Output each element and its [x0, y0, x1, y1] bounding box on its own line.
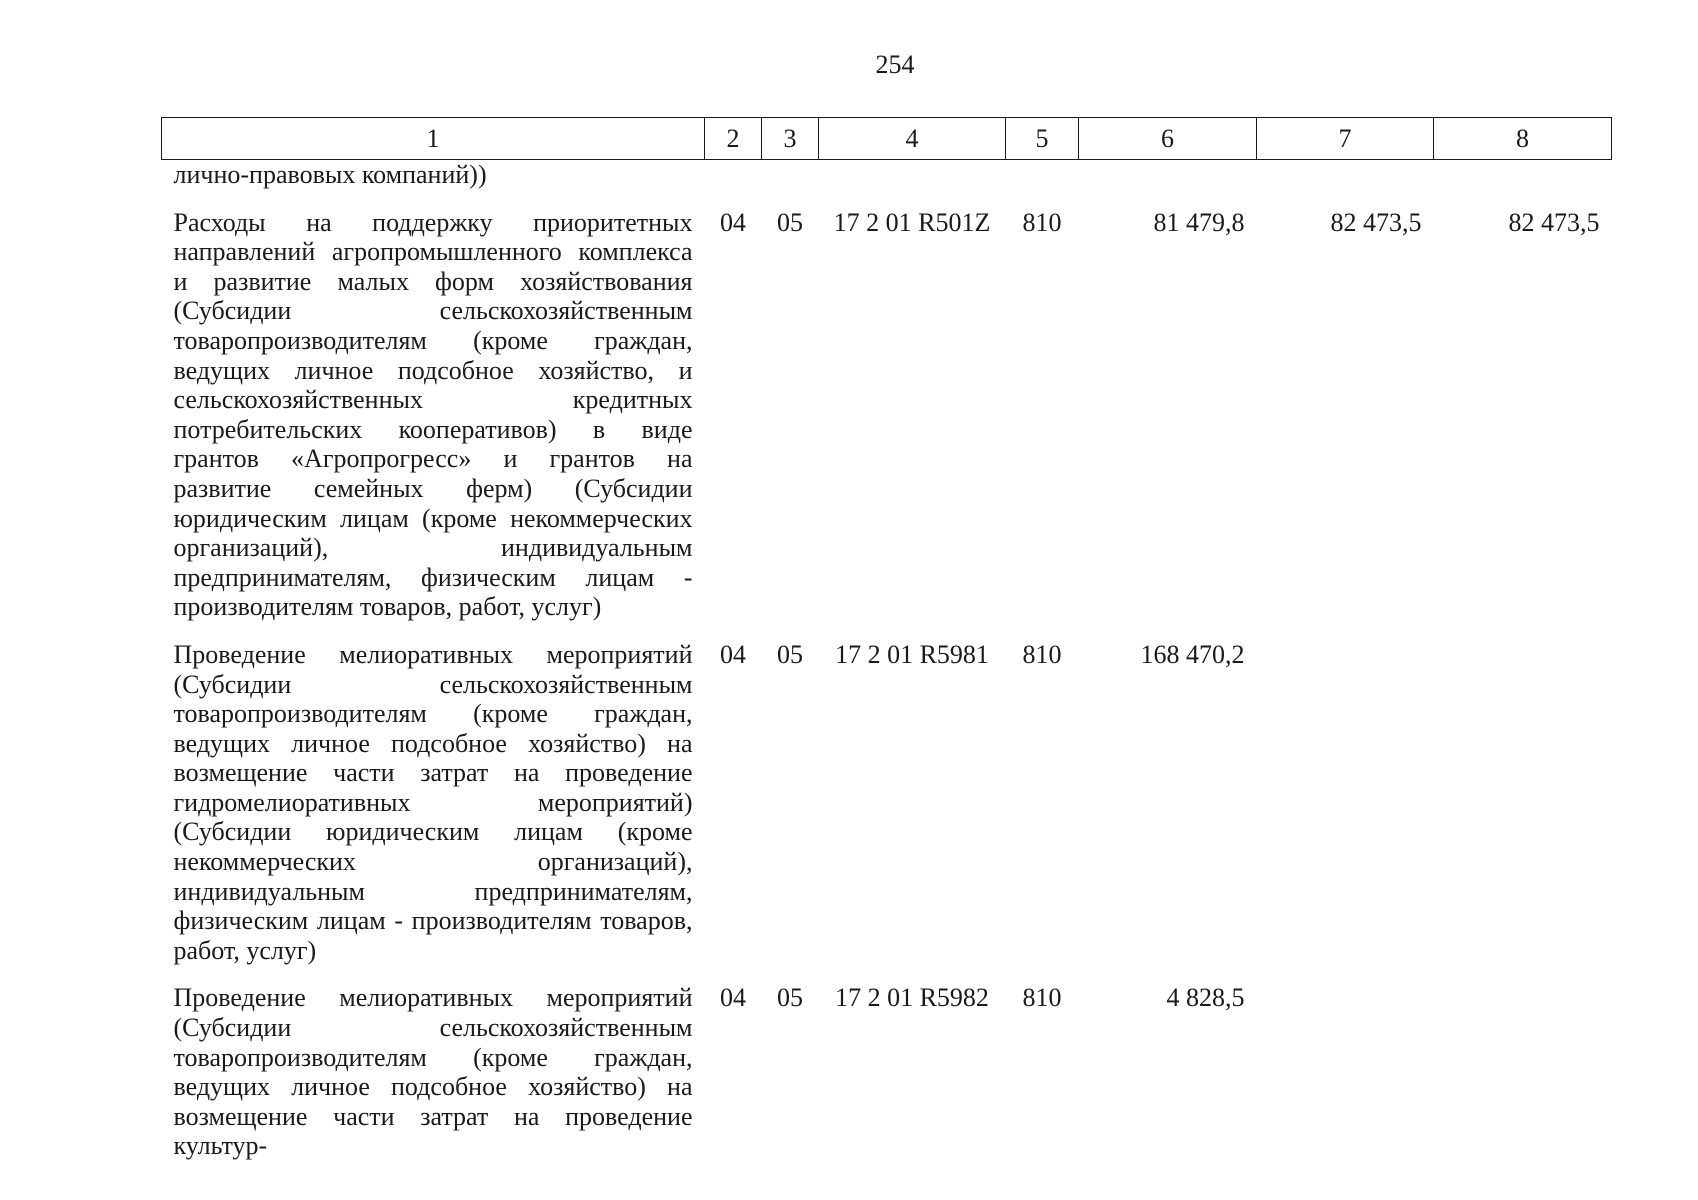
table-row [162, 208, 1612, 622]
header-col-1: 1 [162, 118, 705, 160]
row-col-3: 05 [777, 639, 803, 669]
row-col-3: 05 [777, 207, 803, 237]
row-col-8: 82 473,5 [1508, 207, 1600, 237]
row-col-2: 04 [720, 983, 746, 1013]
header-col-3: 3 [762, 118, 819, 160]
table-row [162, 983, 1612, 1161]
table-header-row [162, 118, 1612, 160]
continuation-row [162, 160, 1612, 190]
row-col-8 [1434, 640, 1612, 966]
row-col-6: 4 828,5 [1166, 983, 1245, 1013]
row-col-5: 810 [1022, 639, 1062, 669]
row-col-4: 17 2 01 R5981 [835, 639, 989, 669]
header-col-5: 5 [1006, 118, 1079, 160]
header-col-8: 8 [1434, 118, 1612, 160]
row-description: Расходы на поддержку приоритетных направлений агропромышленного комплекса и развитие малых форм хозяйствования (Субсидии сельскохозяйственным товаропроизводителям (кроме граждан, ведущих личное подсобное хозяйство, и сельскохозяйственных кредитных потребительских кооперативов) в виде грантов «Агропрогресс» и грантов на развитие семейных ферм) (Субсидии юридическим лицам (кроме некоммерческих организаций), индивидуальным предпринимателям, физическим лицам - производителям товаров, работ, услуг) [173, 207, 693, 622]
row-description: Проведение мелиоративных мероприятий (Субсидии сельскохозяйственным товаропроизводителям (кроме граждан, ведущих личное подсобное хозяйство) на возмещение части затрат на проведение культур- [173, 983, 693, 1161]
page-number: 254 [875, 50, 915, 79]
header-col-4: 4 [819, 118, 1006, 160]
header-col-2: 2 [705, 118, 762, 160]
continuation-text: лично-правовых компаний)) [173, 160, 487, 189]
header-col-6: 6 [1079, 118, 1257, 160]
row-col-2: 04 [720, 207, 746, 237]
row-col-7 [1257, 640, 1434, 966]
row-col-5: 810 [1022, 207, 1062, 237]
header-col-7: 7 [1257, 118, 1434, 160]
row-col-6: 168 470,2 [1140, 639, 1245, 669]
row-col-7 [1257, 983, 1434, 1161]
row-col-6: 81 479,8 [1153, 207, 1245, 237]
row-col-7: 82 473,5 [1330, 207, 1422, 237]
row-col-8 [1434, 983, 1612, 1161]
row-col-2: 04 [720, 639, 746, 669]
budget-table [161, 117, 1612, 1161]
row-col-4: 17 2 01 R5982 [835, 983, 989, 1013]
row-col-4: 17 2 01 R501Z [833, 207, 991, 237]
row-col-5: 810 [1022, 983, 1062, 1013]
row-description: Проведение мелиоративных мероприятий (Субсидии сельскохозяйственным товаропроизводителям (кроме граждан, ведущих личное подсобное хозяйство) на возмещение части затрат на проведение гидромелиоративных мероприятий) (Субсидии юридическим лицам (кроме некоммерческих организаций), индивидуальным предпринимателям, физическим лицам - производителям товаров, работ, услуг) [173, 639, 693, 965]
row-col-3: 05 [777, 983, 803, 1013]
table-row [162, 640, 1612, 966]
